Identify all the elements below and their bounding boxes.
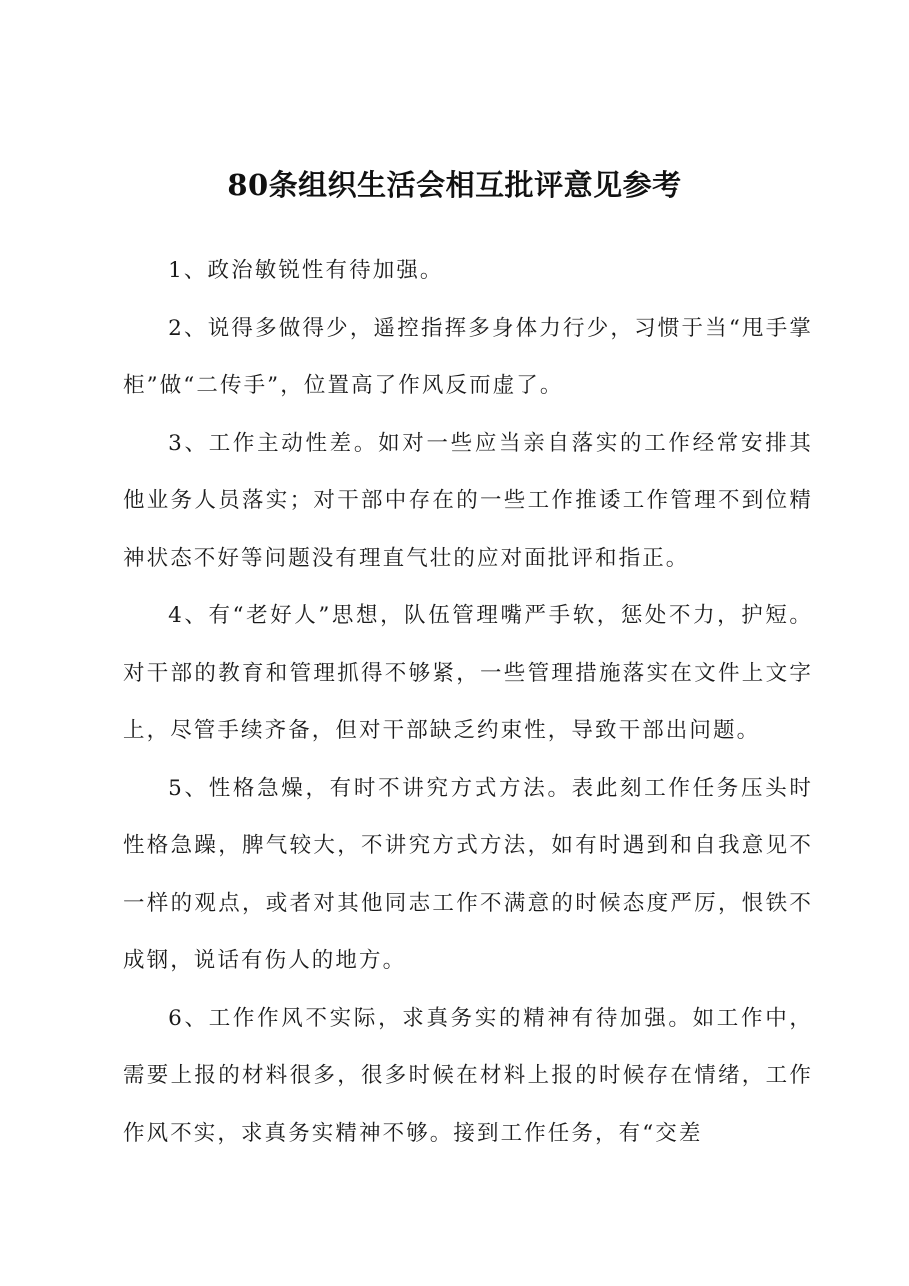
document-body [123,242,813,1162]
paragraph-3: 3、工作主动性差。如对一些应当亲自落实的工作经常安排其他业务人员落实；对干部中存在的一些工作推诿工作管理不到位精神状态不好等问题没有理直气壮的应对面批评和指正。 [123,430,813,571]
document-title: 80条组织生活会相互批评意见参考 [227,168,682,202]
paragraph-1: 1、政治敏锐性有待加强。 [168,258,444,283]
paragraph-6: 6、工作作风不实际，求真务实的精神有待加强。如工作中，需要上报的材料很多，很多时候在材料上报的时候存在情绪，工作作风不实，求真务实精神不够。接到工作任务，有“交差 [123,1005,813,1146]
paragraph-5: 5、性格急燥，有时不讲究方式方法。表此刻工作任务压头时性格急躁，脾气较大，不讲究方式方法，如有时遇到和自我意见不一样的观点，或者对其他同志工作不满意的时候态度严厉，恨铁不成钢，说话有伤人的地方。 [123,775,813,973]
paragraph-2: 2、说得多做得少，遥控指挥多身体力行少，习惯于当“甩手掌柜”做“二传手”，位置高了作风反而虚了。 [123,315,813,398]
paragraph-4: 4、有“老好人”思想，队伍管理嘴严手软，惩处不力，护短。对干部的教育和管理抓得不够紧，一些管理措施落实在文件上文字上，尽管手续齐备，但对干部缺乏约束性，导致干部出问题。 [123,603,813,743]
